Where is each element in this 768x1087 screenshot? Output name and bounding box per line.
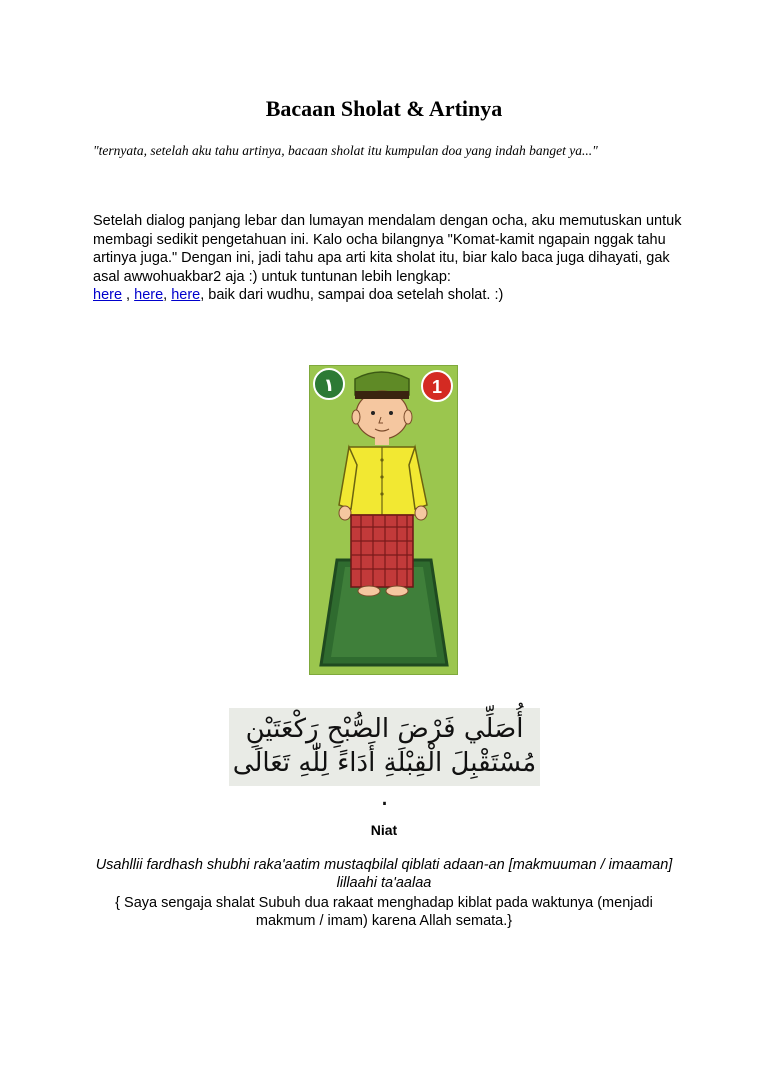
niat-translation: { Saya sengaja shalat Subuh dua rakaat menghadap kiblat pada waktunya (menjadi makmum / imam) karena Allah semata.} bbox=[115, 895, 653, 929]
link-separator: , bbox=[122, 287, 135, 303]
badge-latin-digit: 1 bbox=[431, 377, 443, 397]
niat-latin-transliteration: Usahllii fardhash shubhi raka'aatim mustaqbilal qiblati adaan-an [makmuuman / imaaman] lillaahi ta'aalaa bbox=[95, 857, 673, 891]
intro-paragraph bbox=[93, 212, 683, 305]
red-sarong bbox=[351, 515, 413, 587]
here-link-1[interactable]: here bbox=[93, 287, 123, 303]
link-separator: , bbox=[163, 287, 172, 303]
subtitle-quote: "ternyata, setelah aku tahu artinya, bacaan sholat itu kumpulan doa yang indah banget ya..." bbox=[93, 143, 598, 158]
page-title: Bacaan Sholat & Artinya bbox=[265, 96, 503, 121]
intro-text: Setelah dialog panjang lebar dan lumayan mendalam dengan ocha, aku memutuskan untuk membagi sedikit pengetahuan ini. Kalo ocha bilangnya "Komat-kamit ngapain nggak tahu artinya juga." Dengan ini, jadi tahu apa arti kita sholat itu, biar kalo baca juga dihayati, gak asal awwohuakbar2 aja :) untuk tuntunan lebih lengkap: bbox=[93, 213, 682, 285]
links-line bbox=[93, 286, 683, 305]
prayer-illustration bbox=[309, 365, 458, 675]
niat-heading: Niat bbox=[370, 822, 398, 838]
here-link-3[interactable]: here bbox=[171, 287, 201, 303]
links-trailing-text: , baik dari wudhu, sampai doa setelah sholat. :) bbox=[200, 287, 504, 303]
arabic-niat-scan bbox=[229, 708, 540, 812]
here-link-2[interactable]: here bbox=[134, 287, 164, 303]
boy-standing-illustration bbox=[309, 365, 458, 675]
yellow-shirt bbox=[345, 447, 421, 515]
badge-arabic-digit: ١ bbox=[323, 375, 335, 396]
arabic-niat-text: أُصَلِّي فَرْضَ الصُّبْحِ رَكْعَتَيْنِ مُسْتَقْبِلَ الْقِبْلَةِ أَدَاءً لِلّٰهِ تَعَالَى . bbox=[232, 714, 537, 812]
